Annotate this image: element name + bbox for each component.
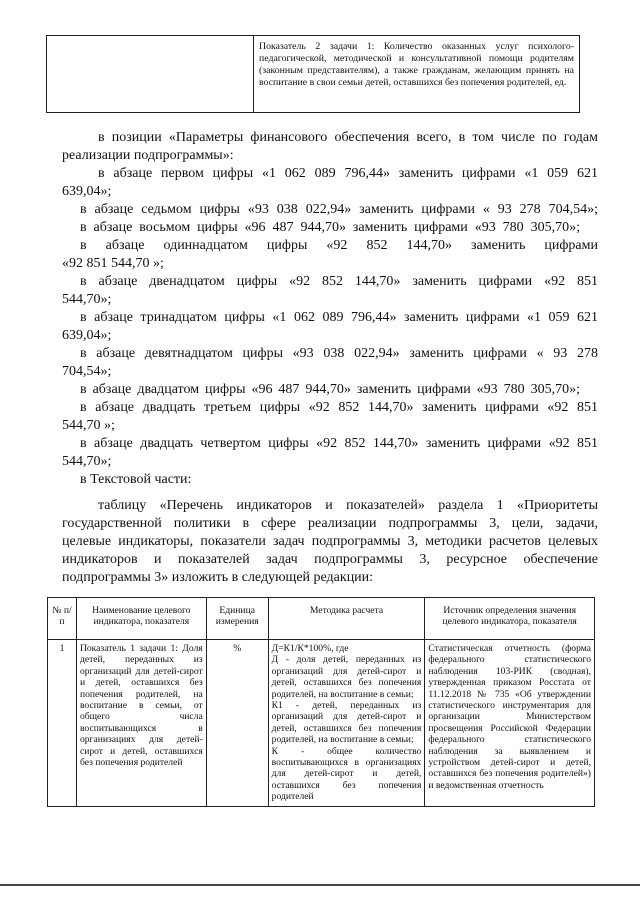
paragraph-line: в позиции «Параметры финансового обеспечения всего, в том числе по годам (98, 130, 598, 145)
indicator-text: Показатель 2 задачи 1: Количество оказанных услуг психолого-педагогической, методической и консультативной помощи родителям (законным представителям), а также гражданам, желающим принять на воспитание в свои семьи детей, оставшихся без попечения родителей, ед. (259, 41, 574, 88)
indicators-table (47, 597, 595, 807)
method-definition: К - общее количество воспитывающихся в организациях для детей-сирот и детей, оставшихся без попечения родителей (271, 745, 422, 803)
indicator-cell (254, 36, 580, 112)
cell-unit: % (206, 640, 268, 807)
paragraph-line: в абзаце первом цифры «1 062 089 796,44» заменить цифрами «1 059 621 (98, 166, 598, 181)
header-name: Наименование целевого индикатора, показателя (76, 598, 206, 640)
paragraph-line: государственной политики в сфере реализации подпрограммы 3, цели, задачи, (62, 516, 598, 531)
paragraph-line: в абзаце двадцать третьем цифры «92 852 144,70» заменить цифрами «92 851 (80, 400, 598, 415)
method-formula: Д=К1/К*100%, где (271, 643, 349, 654)
page-bottom-rule (0, 884, 640, 886)
paragraph-line: в абзаце тринадцатом цифры «1 062 089 796,44» заменить цифрами «1 059 621 (80, 310, 598, 325)
cell-num: 1 (48, 640, 77, 807)
cell-source: Статистическая отчетность (форма федерального статистического наблюдения 103-РИК (сводная), утвержденная приказом Росстата от 11.12.2018 № 735 «Об утверждении статистического инструментария для организации Министерством просвещения Российской Федерации федерального статистического наблюдения за выявлением и устройством детей-сирот и детей, оставшихся без попечения родителей») и ведомственная отчетность (425, 640, 595, 807)
paragraph-line: в абзаце двадцатом цифры «96 487 944,70» заменить цифрами «93 780 305,70»; (80, 382, 580, 397)
paragraph-line: в абзаце восьмом цифры «96 487 944,70» заменить цифрами «93 780 305,70»; (80, 220, 580, 235)
paragraph-line: в абзаце двадцать четвертом цифры «92 852 144,70» заменить цифрами «92 851 (80, 436, 598, 451)
cell-method (268, 640, 425, 807)
paragraph-line: в абзаце двенадцатом цифры «92 852 144,70» заменить цифрами «92 851 (80, 274, 598, 289)
empty-cell (47, 36, 254, 112)
header-source: Источник определения значения целевого индикатора, показателя (425, 598, 595, 640)
method-definition: К1 - детей, переданных из организаций для детей-сирот и детей, оставшихся без попечения родителей, на воспитание в семьи; (271, 700, 422, 746)
paragraph-line: таблицу «Перечень индикаторов и показателей» раздела 1 «Приоритеты (98, 498, 598, 513)
paragraph-line: в абзаце седьмом цифры «93 038 022,94» заменить цифрами « 93 278 704,54»; (80, 202, 598, 217)
paragraph-line: реализации подпрограммы»: (62, 148, 234, 163)
paragraph-line: 704,54»; (62, 364, 112, 379)
paragraph-line: «92 851 544,70 »; (62, 256, 164, 271)
cell-name: Показатель 1 задачи 1: Доля детей, переданных из организаций для детей-сирот и детей, оставшихся без попечения родителей, на воспитание в семьи, от общего числа воспитывающихся в организациях для детей-сирот и детей, оставшихся без попечения родителей (76, 640, 206, 807)
paragraph-line: 544,70 »; (62, 418, 115, 433)
paragraph-line: индикаторов и показателей задач подпрограммы 3, ресурсное обеспечение (62, 552, 598, 567)
paragraph-line: в Текстовой части: (80, 472, 192, 487)
paragraph-line: 544,70»; (62, 292, 112, 307)
table-row (48, 640, 595, 807)
method-definition: Д - доля детей, переданных из организаций для детей-сирот и детей, оставшихся без попечения родителей, на воспитание в семьи; (271, 654, 422, 700)
paragraph-line: 639,04»; (62, 328, 112, 343)
paragraph-line: целевые индикаторы, показатели задач подпрограммы 3, методики расчетов целевых (62, 534, 598, 549)
header-num: № п/п (48, 598, 77, 640)
header-unit: Единица измерения (206, 598, 268, 640)
paragraph-line: подпрограммы 3» изложить в следующей редакции: (62, 570, 374, 585)
previous-table-fragment (46, 35, 580, 113)
paragraph-line: 639,04»; (62, 184, 112, 199)
header-method: Методика расчета (268, 598, 425, 640)
paragraph-line: 544,70»; (62, 454, 112, 469)
paragraph-line: в абзаце девятнадцатом цифры «93 038 022,94» заменить цифрами « 93 278 (80, 346, 598, 361)
paragraph-line: в абзаце одиннадцатом цифры «92 852 144,70» заменить цифрами (80, 238, 598, 253)
table-header-row (48, 598, 595, 640)
